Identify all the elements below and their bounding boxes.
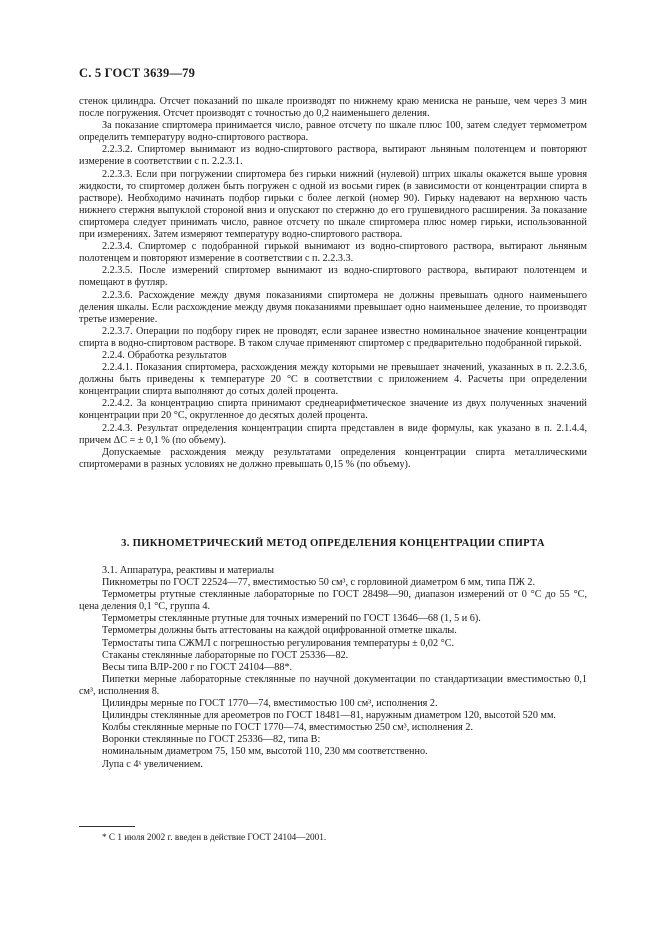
paragraph: 2.2.3.6. Расхождение между двумя показаниями спиртомера не должны превышать одного наименьшего деления шкалы. Если расхождение между двумя показаниями превышает одно наименьшее деление, то производят третье измерение.: [79, 289, 587, 325]
footnote-divider: [79, 826, 135, 827]
equipment-list: [79, 565, 587, 771]
list-item: 3.1. Аппаратура, реактивы и материалы: [102, 565, 274, 576]
list-item: Термометры ртутные стеклянные лабораторные по ГОСТ 28498—90, диапазон измерений от 0 °С до 55 °С, цена деления 0,1 °С, группа 4.: [79, 589, 587, 613]
body-text: [79, 96, 587, 471]
list-item: номинальным диаметром 75, 150 мм, высотой 110, 230 мм соответственно.: [102, 746, 428, 758]
paragraph: 2.2.3.7. Операции по подбору гирек не проводят, если заранее известно номинальное значение концентрации спирта в водно-спиртовом растворе. В таком случае применяют спиртомер с предварительно подобранной гирькой.: [79, 325, 587, 349]
paragraph: 2.2.4.2. За концентрацию спирта принимают среднеарифметическое значение из двух полученных значений концентрации при 20 °С, округленное до десятых долей процента.: [79, 398, 587, 422]
list-item: Пипетки мерные лабораторные стеклянные по научной документации по стандартизации вместимостью 0,1 см³, исполнения 8.: [79, 673, 587, 697]
list-item: Термометры должны быть аттестованы на каждой оцифрованной отметке шкалы.: [102, 625, 457, 637]
list-item: Цилиндры стеклянные для ареометров по ГОСТ 18481—81, наружным диаметром 120, высотой 520 мм.: [102, 710, 556, 722]
paragraph: 2.2.4.1. Показания спиртомера, расхождения между которыми не превышает значений, указанных в п. 2.2.3.6, должны быть приведены к температуре 20 °С в соответствии с приложением 4. Расчеты при определении концентрации спирта выполняют до сотых долей процента.: [79, 362, 587, 398]
paragraph: 2.2.4. Обработка результатов: [102, 349, 227, 361]
paragraph: 2.2.4.3. Результат определения концентрации спирта представлен в виде формулы, как указано в п. 2.1.4.4, причем ΔC = ± 0,1 % (по объему).: [79, 422, 587, 446]
list-item: Стаканы стеклянные лабораторные по ГОСТ 25336—82.: [102, 649, 349, 661]
paragraph: 2.2.3.4. Спиртомер с подобранной гирькой вынимают из водно-спиртового раствора, вытирают льняным полотенцем и повторяют измерение в соответствии с п. 2.2.3.3.: [79, 241, 587, 265]
list-item: Термометры стеклянные ртутные для точных измерений по ГОСТ 13646—68 (1, 5 и 6).: [102, 613, 481, 625]
paragraph: Допускаемые расхождения между результатами определения концентрации спирта металлическими спиртомерами в разных условиях не должно превышать 0,15 % (по объему).: [79, 446, 587, 470]
paragraph: 2.2.3.5. После измерений спиртомер вынимают из водно-спиртового раствора, вытирают полотенцем и помещают в футляр.: [79, 265, 587, 289]
paragraph: стенок цилиндра. Отсчет показаний по шкале производят по нижнему краю мениска не раньше, чем через 3 мин после погружения. Отсчет производят с точностью до 0,2 наименьшего деления.: [79, 96, 587, 120]
list-item: Весы типа ВЛР-200 г по ГОСТ 24104—88*.: [102, 661, 293, 673]
list-item: Цилиндры мерные по ГОСТ 1770—74, вместимостью 100 см³, исполнения 2.: [102, 698, 438, 710]
list-item: Пикнометры по ГОСТ 22524—77, вместимостью 50 см³, с горловиной диаметром 6 мм, типа ПЖ 2.: [102, 577, 536, 589]
list-item: Колбы стеклянные мерные по ГОСТ 1770—74, вместимостью 250 см³, исполнения 2.: [102, 722, 474, 734]
paragraph: 2.2.3.3. Если при погружении спиртомера без гирьки нижний (нулевой) штрих шкалы окажется выше уровня жидкости, то спиртомер должен быть погружен с одной из восьми гирек (в зависимости от концентрации спирта в растворе). Необходимо начинать подбор гирьки с более легкой (номер 90). Гирьку надевают на верхнюю часть нижнего стержня выпуклой стороной вниз и опускают по стержню до его грушевидного расширения. За показание спиртомера следует принимать число, равное отсчету по шкале спиртомера плюс номер гирьки, использованной при измерениях. Затем измеряют температуру водно-спиртового раствора.: [79, 168, 587, 241]
list-item: Лупа с 4ˣ увеличением.: [102, 758, 203, 770]
page-header: С. 5 ГОСТ 3639—79: [79, 66, 196, 80]
list-item: Воронки стеклянные по ГОСТ 25336—82, типа В:: [102, 734, 321, 746]
section-heading: 3. ПИКНОМЕТРИЧЕСКИЙ МЕТОД ОПРЕДЕЛЕНИЯ КОНЦЕНТРАЦИИ СПИРТА: [121, 538, 545, 549]
footnote: * С 1 июля 2002 г. введен в действие ГОСТ 24104—2001.: [102, 832, 327, 842]
list-item: Термостаты типа СЖМЛ с погрешностью регулирования температуры ± 0,02 °С.: [102, 637, 455, 649]
paragraph: За показание спиртомера принимается число, равное отсчету по шкале плюс 100, затем следует термометром определить температуру водно-спиртового раствора.: [79, 120, 587, 144]
paragraph: 2.2.3.2. Спиртомер вынимают из водно-спиртового раствора, вытирают льняным полотенцем и повторяют измерение в соответствии с п. 2.2.3.1.: [79, 144, 587, 168]
